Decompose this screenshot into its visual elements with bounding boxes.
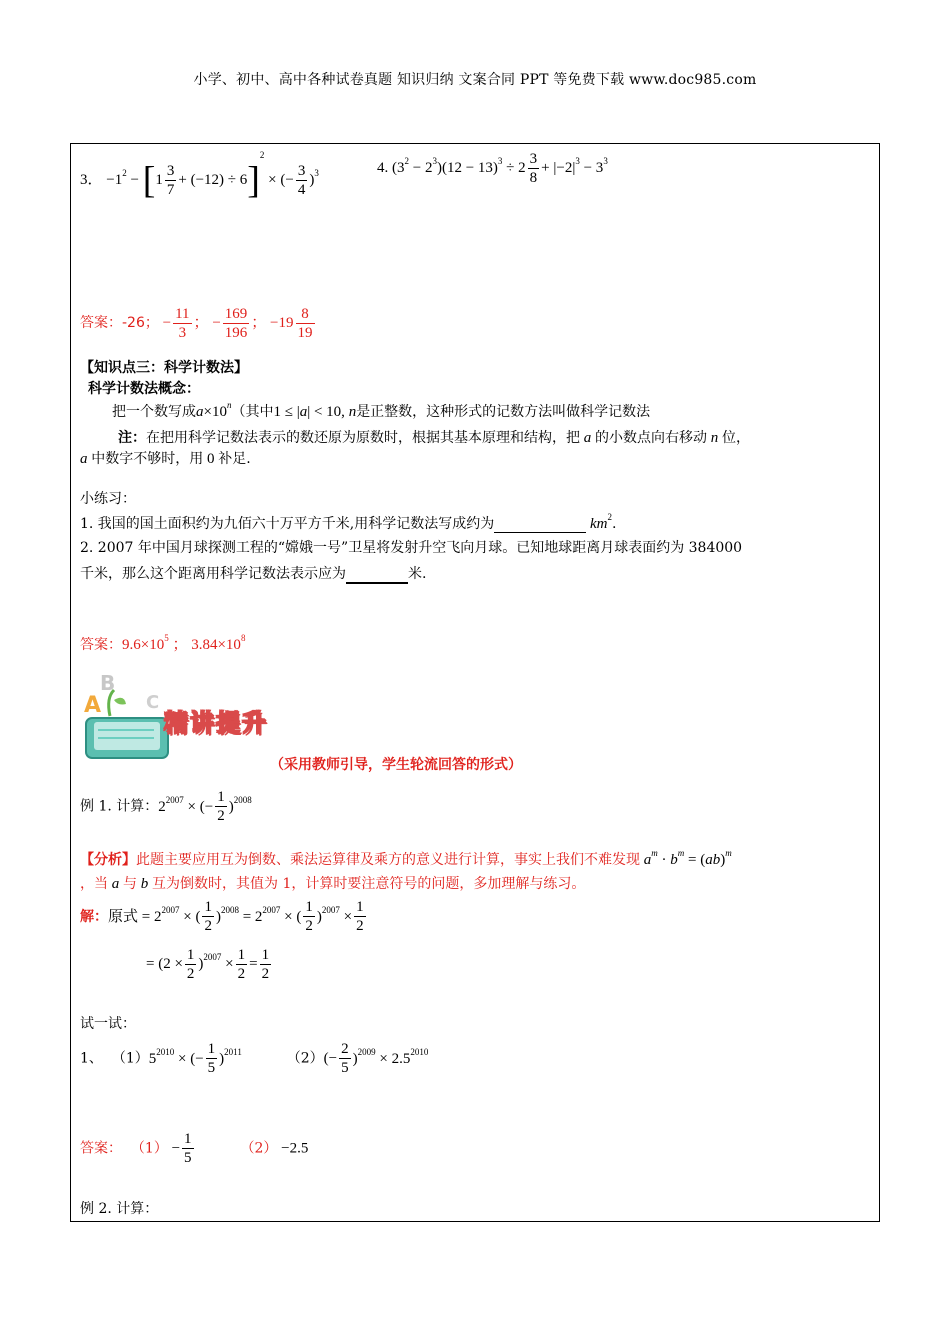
- answer-1: 答案：-26； − $\frac{11}{3}$ ； − $\frac{169}{196}$ ； −19 $\frac{8}{19}$: [80, 306, 313, 341]
- practice-q2-line2: 千米，那么这个距离用科学记数法表示应为 米.: [80, 566, 427, 582]
- analysis-line-1: 【分析】此题主要应用互为倒数、乘法运算律及乘方的意义进行计算，事实上我们不难发现 $a^m \cdot b^m = (ab)^m$: [80, 848, 732, 868]
- note-line-1: 注：在把用科学记数法表示的数还原为原数时，根据其基本原理和结构，把 a 的小数点向右移动 n 位，: [118, 430, 750, 446]
- svg-text:C: C: [146, 692, 160, 713]
- svg-text:B: B: [100, 671, 116, 695]
- section-title: 精讲提升: [164, 709, 268, 737]
- solution-line-2: = (2 × $\frac{1}{2}$ )$^{2007}$ × $\frac{1}{2}$ = $\frac{1}{2}$: [146, 947, 270, 982]
- practice-q1: 1. 我国的国土面积约为九佰六十万平方千米,用科学记数法写成约为 $km^2$.: [80, 512, 617, 532]
- problem-4: 4. $(3^2 - 2^3)(12 - 13)^3 \div 2$ $\frac{3}{8}$ + $|-2|^3 - 3^3$: [377, 151, 608, 186]
- answer-2: 答案：$9.6\times 10^5$ ； $3.84\times 10^8$: [80, 633, 246, 653]
- example-1: 例 1. 计算：$2^{2007}$ × (− $\frac{1}{2}$ )$^{2008}$: [80, 789, 252, 824]
- concept-line: 把一个数写成$a\times 10^n$（其中1 ≤ |a| < 10, n是正整数，这种形式的记数方法叫做科学记数法: [112, 400, 651, 420]
- practice-title: 小练习：: [80, 491, 136, 507]
- answer-3: 答案： （1） − $\frac{1}{5}$ （2） −2.5: [80, 1131, 309, 1166]
- problem-3: 3． $-1^2 - [1$ $\frac{3}{7}$ + (−12) ÷ 6]$^2$ × (− $\frac{3}{4}$ )$^3$: [80, 150, 319, 202]
- example-2: 例 2. 计算：: [80, 1201, 159, 1217]
- svg-text:A: A: [84, 693, 102, 718]
- page-header: 小学、初中、高中各种试卷真题 知识归纳 文案合同 PPT 等免费下载 www.doc985.com: [193, 72, 757, 88]
- practice-q2-line1: 2. 2007 年中国月球探测工程的“嫦娥一号”卫星将发射升空飞向月球。已知地球距离月球表面约为 384000: [80, 540, 743, 556]
- concept-title: 科学计数法概念：: [88, 381, 200, 397]
- try-item-1: 1、 $(1)5^{2010}$ × (− $\frac{1}{5}$ )$^{2011}$ （2）(− $\frac{2}{5}$ )$^{2009} \times 2.5^{2010}$: [80, 1041, 429, 1076]
- knowledge-title: 【知识点三：科学计数法】: [80, 360, 248, 376]
- solution-line-1: 解：原式 = $2^{2007}$ × ( $\frac{1}{2}$ )$^{2008} = 2^{2007}$ × ( $\frac{1}{2}$ )$^{2007}$ × $\frac{1}{2}$: [80, 899, 364, 934]
- analysis-line-2: ，当 a 与 b 互为倒数时，其值为 1，计算时要注意符号的问题，多加理解与练习。: [80, 876, 586, 892]
- section-subtitle: （采用教师引导，学生轮流回答的形式）: [270, 757, 522, 773]
- note-line-2: a 中数字不够时，用 0 补足.: [80, 451, 251, 467]
- try-title: 试一试：: [80, 1016, 136, 1032]
